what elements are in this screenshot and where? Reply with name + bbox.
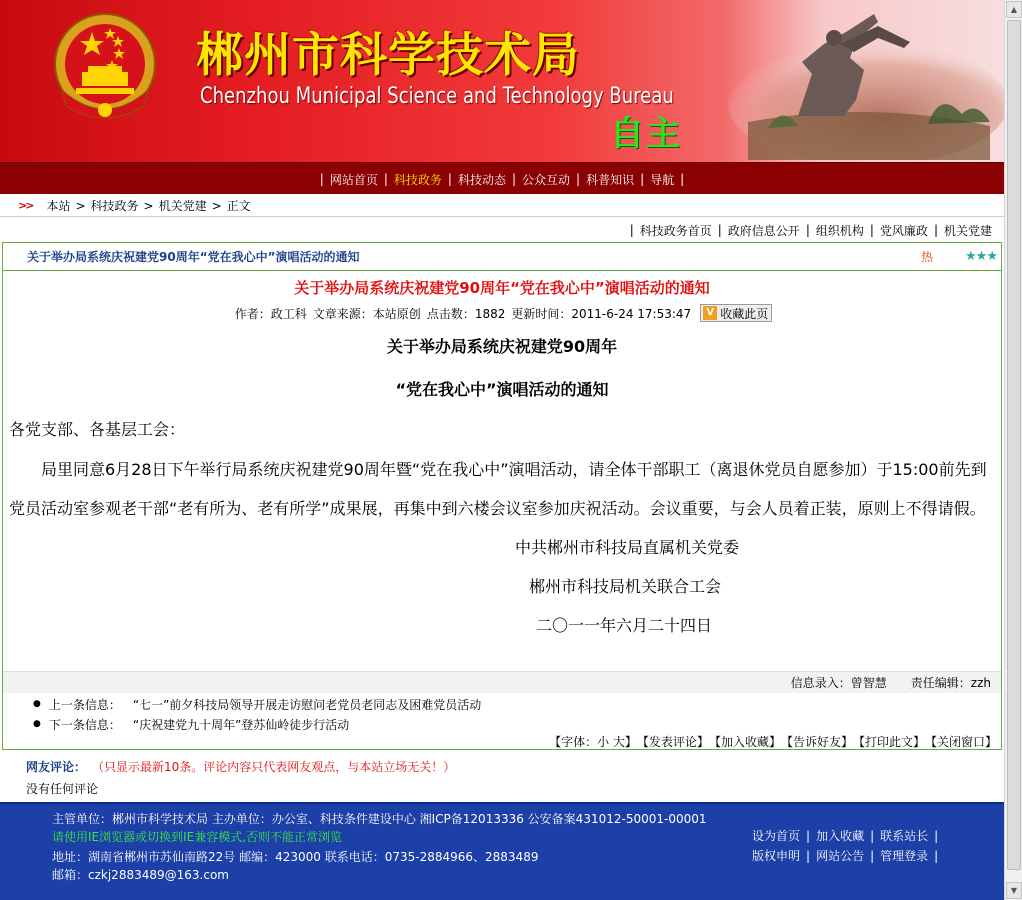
subnav-item-integrity[interactable]: 党风廉政 xyxy=(879,223,928,238)
vertical-scrollbar[interactable] xyxy=(1004,0,1022,900)
breadcrumb-government-affairs[interactable]: 科技政务 xyxy=(90,199,139,213)
footer-sponsor: 主管单位：郴州市科学技术局 主办单位：办公室、科技条件建设中心 湘ICP备12013336 公安备案431012-50001-00001 xyxy=(52,812,707,826)
banner-stamp: 自主 xyxy=(610,114,682,154)
close-window-link[interactable]: 【关闭窗口】 xyxy=(924,734,997,749)
footer-address: 地址：湖南省郴州市苏仙南路22号 邮编：423000 联系电话：0735-2884966、2883489 xyxy=(52,850,539,864)
bookmark-page-label: 收藏此页 xyxy=(720,306,769,321)
footer-separator: | xyxy=(806,829,811,843)
footer-add-favorite-link[interactable]: 加入收藏 xyxy=(816,829,865,843)
nav-item-home[interactable]: 网站首页 xyxy=(329,172,378,187)
body-paragraph: 局里同意6月28日下午举行局系统庆祝建党90周年暨“党在我心中”演唱活动，请全体干部职工（离退休党员自愿参加）于15:00前先到党员活动室参观老干部“老有所为、老有所学”成果展，再集中到六楼会议室参加庆祝活动。会议重要，与会人员着正装，原则上不得请假。 xyxy=(9,460,987,518)
breadcrumb-separator-icon: > xyxy=(211,198,222,213)
tell-friend-link[interactable]: 【告诉好友】 xyxy=(780,734,853,749)
nav-separator: | xyxy=(680,172,685,186)
breadcrumb-current: 正文 xyxy=(226,199,251,213)
statue-photo xyxy=(728,4,1004,160)
article-rating xyxy=(921,248,1001,265)
national-emblem-icon xyxy=(52,10,158,122)
article-header xyxy=(3,243,1001,271)
comments-header xyxy=(26,758,455,775)
signature-date: 二〇一一年六月二十四日 xyxy=(535,616,712,635)
subnav-separator: | xyxy=(869,223,874,237)
subnav-item-info-disclosure[interactable]: 政府信息公开 xyxy=(727,223,800,238)
sub-nav xyxy=(0,219,1004,241)
admin-login-link[interactable]: 管理登录 xyxy=(880,849,929,863)
article-author: 作者：政工科 xyxy=(234,306,307,321)
breadcrumb-home[interactable]: 本站 xyxy=(46,199,71,213)
footer-links-row2 xyxy=(752,846,944,866)
scroll-up-icon[interactable]: ▲ xyxy=(1006,1,1022,18)
body-heading-line2: “党在我心中”演唱活动的通知 xyxy=(395,380,609,399)
prev-next-links xyxy=(3,694,1001,734)
comments-title: 网友评论： xyxy=(26,760,87,774)
nav-item-guide[interactable]: 导航 xyxy=(650,172,675,187)
footer-email: 邮箱：czkj2883489@163.com xyxy=(52,868,229,882)
contact-webmaster-link[interactable]: 联系站长 xyxy=(880,829,929,843)
article-header-title: 关于举办局系统庆祝建党90周年“党在我心中”演唱活动的通知 xyxy=(27,250,360,264)
article-tools xyxy=(3,732,1001,750)
body-heading-line1: 关于举办局系统庆祝建党90周年 xyxy=(386,337,618,356)
double-chevron-icon: >> xyxy=(18,199,33,212)
article-credits xyxy=(3,671,1001,693)
article-updated: 更新时间：2011-6-24 17:53:47 xyxy=(511,306,692,321)
nav-item-news[interactable]: 科技动态 xyxy=(457,172,506,187)
responsible-editor: 责任编辑：zzh xyxy=(910,676,991,690)
site-subtitle: Chenzhou Municipal Science and Technology Bureau xyxy=(200,84,674,109)
footer-browser-notice: 请使用IE浏览器或切换到IE兼容模式,否则不能正常浏览 xyxy=(52,830,343,844)
main-nav xyxy=(0,162,1004,194)
subnav-separator: | xyxy=(933,223,938,237)
article-source: 文章来源：本站原创 xyxy=(312,306,421,321)
scroll-down-icon[interactable]: ▼ xyxy=(1006,882,1022,899)
prev-article-link[interactable]: “七一”前夕科技局领导开展走访慰问老党员老同志及困难党员活动 xyxy=(132,697,482,712)
subnav-separator: | xyxy=(717,223,722,237)
prev-article-row xyxy=(3,694,1001,714)
site-title: 郴州市科学技术局 xyxy=(196,28,580,83)
nav-item-government-affairs[interactable]: 科技政务 xyxy=(393,172,442,187)
nav-separator: | xyxy=(576,172,581,186)
subnav-separator: | xyxy=(629,223,634,237)
scrollbar-thumb[interactable] xyxy=(1007,20,1021,870)
nav-separator: | xyxy=(447,172,452,186)
subnav-separator: | xyxy=(805,223,810,237)
footer-separator: | xyxy=(934,829,939,843)
nav-item-science-knowledge[interactable]: 科普知识 xyxy=(586,172,635,187)
breadcrumb-separator-icon: > xyxy=(75,198,86,213)
hot-badge: 热 xyxy=(921,250,934,264)
subnav-item-affairs-home[interactable]: 科技政务首页 xyxy=(639,223,712,238)
breadcrumb xyxy=(0,195,1004,217)
article-panel xyxy=(2,242,1002,750)
nav-separator: | xyxy=(640,172,645,186)
site-notice-link[interactable]: 网站公告 xyxy=(816,849,865,863)
footer-links-row1 xyxy=(752,826,944,846)
next-label: 下一条信息： xyxy=(48,717,121,732)
nav-item-interaction[interactable]: 公众互动 xyxy=(522,172,571,187)
article-title: 关于举办局系统庆祝建党90周年“党在我心中”演唱活动的通知 xyxy=(294,279,710,297)
add-favorite-link[interactable]: 【加入收藏】 xyxy=(708,734,781,749)
footer-separator: | xyxy=(806,849,811,863)
subnav-item-party-building[interactable]: 机关党建 xyxy=(943,223,992,238)
site-footer xyxy=(0,802,1004,900)
font-size-tool[interactable]: 【字体：小 大】 xyxy=(549,734,637,749)
body-greeting: 各党支部、各基层工会： xyxy=(9,420,186,439)
footer-links xyxy=(752,826,944,866)
article-meta xyxy=(3,304,1001,322)
site-banner xyxy=(0,0,1004,162)
footer-separator: | xyxy=(870,829,875,843)
breadcrumb-separator-icon: > xyxy=(143,198,154,213)
breadcrumb-party-building[interactable]: 机关党建 xyxy=(158,199,207,213)
next-article-row xyxy=(3,714,1001,734)
entry-by: 信息录入：曾智慧 xyxy=(790,676,887,690)
post-comment-link[interactable]: 【发表评论】 xyxy=(636,734,709,749)
bookmark-page-button[interactable] xyxy=(700,304,772,322)
footer-separator: | xyxy=(934,849,939,863)
signature-org2: 郴州市科技局机关联合工会 xyxy=(528,577,721,596)
bullet-icon: ● xyxy=(33,719,41,729)
signature-org1: 中共郴州市科技局直属机关党委 xyxy=(514,538,739,557)
copyright-link[interactable]: 版权申明 xyxy=(752,849,801,863)
bullet-icon: ● xyxy=(33,699,41,709)
check-icon: V xyxy=(703,306,717,320)
nav-separator: | xyxy=(511,172,517,186)
next-article-link[interactable]: “庆祝建党九十周年”登苏仙岭徒步行活动 xyxy=(132,717,350,732)
prev-label: 上一条信息： xyxy=(48,697,121,712)
comments-empty: 没有任何评论 xyxy=(26,782,99,796)
nav-separator: | xyxy=(319,172,324,186)
set-homepage-link[interactable]: 设为首页 xyxy=(752,829,801,843)
print-link[interactable]: 【打印此文】 xyxy=(852,734,925,749)
footer-separator: | xyxy=(870,849,875,863)
star-rating-icon: ★★★ xyxy=(965,249,997,264)
nav-separator: | xyxy=(383,172,388,186)
comments-note: （只显示最新10条。评论内容只代表网友观点，与本站立场无关！） xyxy=(92,760,456,774)
subnav-item-organization[interactable]: 组织机构 xyxy=(815,223,864,238)
article-clicks: 点击数：1882 xyxy=(426,306,506,321)
